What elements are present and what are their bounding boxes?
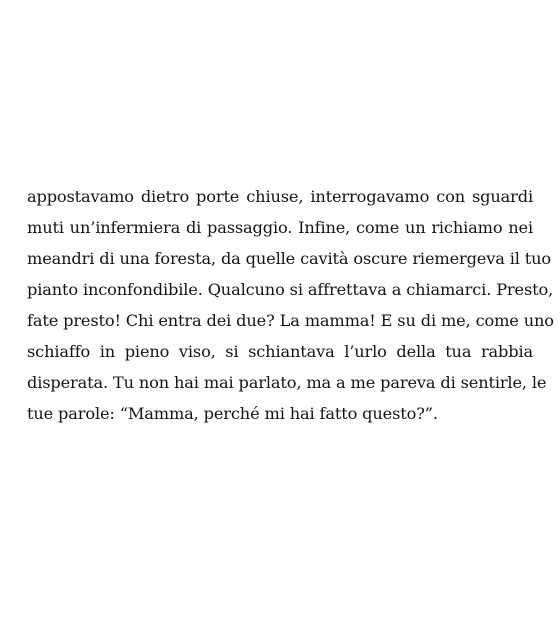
- paragraph-line: schiaffo in pieno viso, si schiantava l’urlo della tua rabbia: [27, 342, 533, 361]
- paragraph-line: disperata. Tu non hai mai parlato, ma a me pareva di sentirle, le: [27, 373, 547, 392]
- paragraph-line: muti un’infermiera di passaggio. Infine, come un richiamo nei: [27, 218, 533, 237]
- paragraph-line: fate presto! Chi entra dei due? La mamma! E su di me, come uno: [27, 311, 554, 330]
- paragraph-line: pianto inconfondibile. Qualcuno si affrettava a chiamarci. Presto,: [27, 280, 554, 299]
- body-paragraph: [27, 181, 554, 429]
- paragraph-line: appostavamo dietro porte chiuse, interrogavamo con sguardi: [27, 187, 533, 206]
- paragraph-line: tue parole: “Mamma, perché mi hai fatto questo?”.: [27, 404, 438, 423]
- paragraph-line: meandri di una foresta, da quelle cavità oscure riemergeva il tuo: [27, 249, 551, 268]
